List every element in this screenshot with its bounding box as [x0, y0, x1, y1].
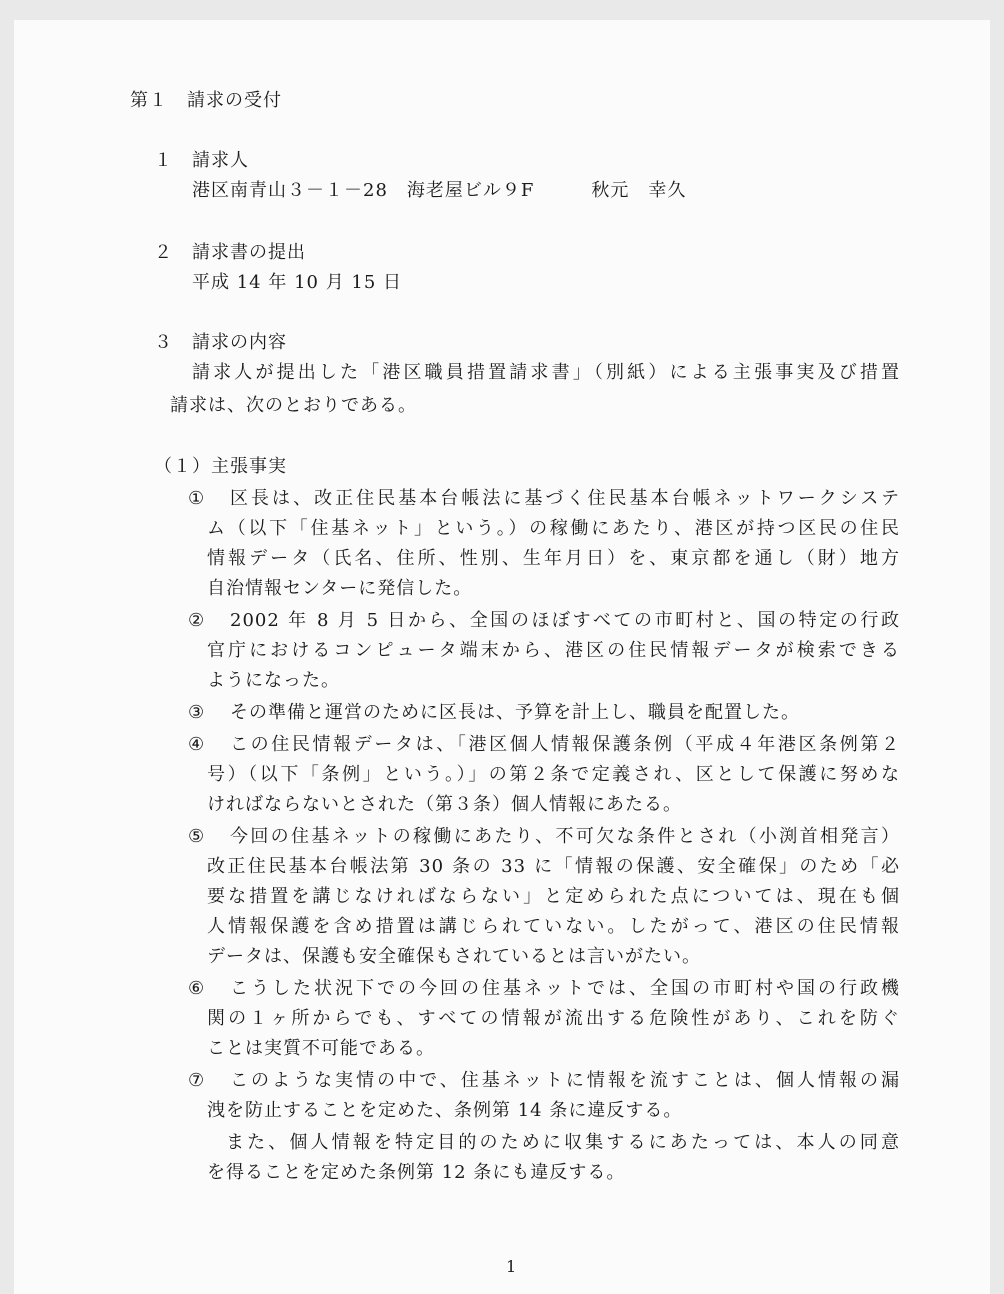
point-text-line: 情報データ（氏名、住所、性別、生年月日）を、東京都を通し（財）地方 — [207, 548, 900, 569]
point-marker: ② — [188, 610, 206, 631]
point-text-line: その準備と運営のために区長は、予算を計上し、職員を配置した。 — [230, 702, 800, 723]
item3-line: 請求人が提出した「港区職員措置請求書」（別紙）による主張事実及び措置 — [192, 362, 900, 383]
point-text-line: 人情報保護を含め措置は講じられていない。したがって、港区の住民情報 — [207, 916, 900, 937]
point-text-line: 改正住民基本台帳法第 30 条の 33 に「情報の保護、安全確保」のため「必 — [207, 856, 900, 877]
point-text-line: このような実情の中で、住基ネットに情報を流すことは、個人情報の漏 — [230, 1070, 900, 1091]
point-text-line: 要な措置を講じなければならない」と定められた点については、現在も個 — [207, 886, 900, 907]
point-marker: ⑥ — [188, 978, 206, 999]
point-text-line: ム（以下「住基ネット」という。）の稼働にあたり、港区が持つ区民の住民 — [207, 518, 900, 539]
point-text-line: ことは実質不可能である。 — [207, 1038, 435, 1059]
subsection-heading: （１）主張事実 — [154, 456, 287, 477]
point-text-line: データは、保護も安全確保もされているとは言いがたい。 — [207, 946, 701, 967]
point-text-line: 号）（以下「条例」という。）」の第２条で定義され、区として保護に努めな — [207, 764, 900, 785]
point-text-line: ければならないとされた（第３条）個人情報にあたる。 — [207, 794, 682, 815]
point-text-line: こうした状況下での今回の住基ネットでは、全国の市町村や国の行政機 — [230, 978, 900, 999]
point-marker: ⑦ — [188, 1070, 206, 1091]
section-title: 第１ 請求の受付 — [130, 90, 282, 111]
point-text-line: 2002 年 8 月 5 日から、全国のほぼすべての市町村と、国の特定の行政 — [230, 610, 900, 631]
item2-heading: ２ 請求書の提出 — [154, 242, 306, 263]
point-text-line: 洩を防止することを定めた、条例第 14 条に違反する。 — [207, 1100, 683, 1121]
point-text-line: 自治情報センターに発信した。 — [207, 578, 473, 599]
item3-line: 請求は、次のとおりである。 — [170, 395, 417, 416]
point-text-line: 官庁におけるコンピュータ端末から、港区の住民情報データが検索できる — [207, 640, 900, 661]
point-text-line: この住民情報データは、「港区個人情報保護条例（平成４年港区条例第２ — [230, 734, 900, 755]
point-marker: ⑤ — [188, 826, 206, 847]
point-text-line: 関の１ヶ所からでも、すべての情報が流出する危険性があり、これを防ぐ — [207, 1008, 900, 1029]
claimant-address: 港区南青山３－１－28 海老屋ビル９F 秋元 幸久 — [192, 180, 687, 201]
point-marker: ① — [188, 488, 206, 509]
point-text-line: 区長は、改正住民基本台帳法に基づく住民基本台帳ネットワークシステ — [230, 488, 900, 509]
submission-date: 平成 14 年 10 月 15 日 — [192, 272, 403, 293]
page-number: 1 — [506, 1257, 518, 1276]
item1-heading: １ 請求人 — [154, 150, 249, 171]
point-text-line: ようになった。 — [207, 670, 340, 691]
item3-heading: ３ 請求の内容 — [154, 332, 287, 353]
point-text-line: 今回の住基ネットの稼働にあたり、不可欠な条件とされ（小渕首相発言） — [230, 826, 900, 847]
document-page — [14, 20, 990, 1294]
extra-paragraph-line: また、個人情報を特定目的のために収集するにあたっては、本人の同意 — [226, 1132, 900, 1153]
point-marker: ④ — [188, 734, 206, 755]
point-marker: ③ — [188, 702, 206, 723]
extra-paragraph-line: を得ることを定めた条例第 12 条にも違反する。 — [207, 1162, 626, 1183]
